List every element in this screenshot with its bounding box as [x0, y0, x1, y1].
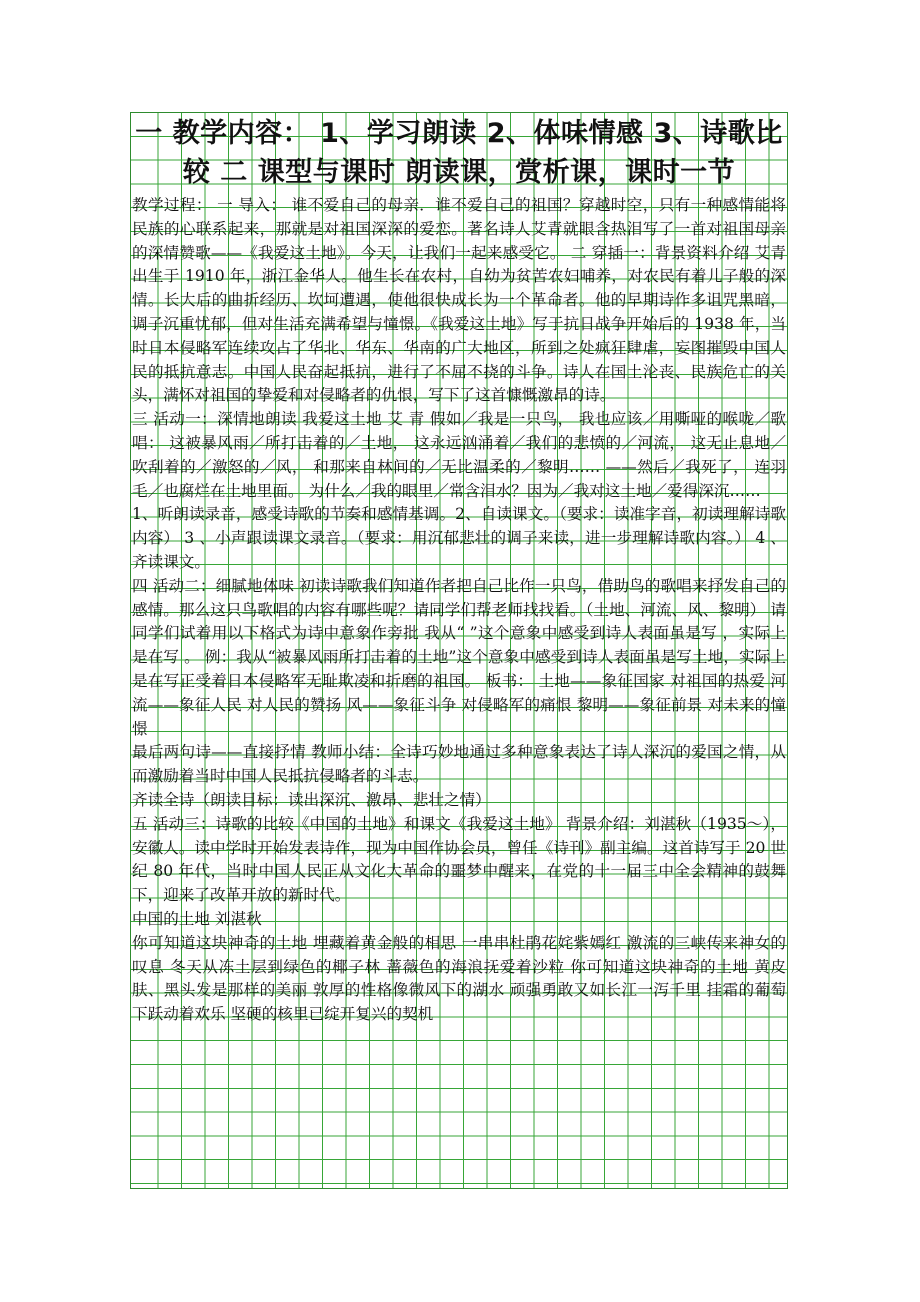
- paragraph-activity-one-reading: 三 活动一：深情地朗读 我爱这土地 艾 青 假如／我是一只鸟， 我也应该／用嘶哑的喉咙／歌唱： 这被暴风雨／所打击着的／土地， 这永远汹涌着／我们的悲愤的／河流， 这无止息地／吹刮着的／激怒的／风， 和那来自林间的／无比温柔的／黎明…… ——然后／我死了， 连羽毛／也腐烂在土地里面。 为什么／我的眼里／常含泪水？因为／我对这土地／爱得深沉……: [132, 410, 786, 500]
- paragraph-poem-text: 你可知道这块神奇的土地 埋藏着黄金般的相思 一串串杜鹃花姹紫嫣红 激流的三峡传来神女的叹息 冬天从冻土层到绿色的椰子林 蔷薇色的海浪抚爱着沙粒 你可知道这块神奇的土地 黄皮肤、黑头发是那样的美丽 敦厚的性格像微风下的湖水 顽强勇敢又如长江一泻千里 挂霜的葡萄下跃动着欢乐 坚硬的核里已绽开复兴的契机: [132, 933, 786, 1024]
- paragraph-activity-two: 四 活动二：细腻地体味 初读诗歌我们知道作者把自己比作一只鸟，借助鸟的歌唱来抒发自己的感情。那么这只鸟歌唱的内容有哪些呢？请同学们帮老师找找看。（土地、河流、风、黎明） 请同学们试着用以下格式为诗中意象作旁批 我从“ ”这个意象中感受到诗人表面虽是写 ，实际上是在写 。 例：我从“被暴风雨所打击着的土地”这个意象中感受到诗人表面虽是写土地，实际上是在写正受着日本侵略军无耻欺凌和折磨的祖国。 板书： 土地——象征国家 对祖国的热爱 河流——象征人民 对人民的赞扬 风——象征斗争 对侵略军的痛恨 黎明——象征前景 对未来的憧憬: [132, 576, 786, 738]
- paragraph-read-together: 齐读全诗（朗读目标：读出深沉、激昂、悲壮之情）: [132, 790, 491, 809]
- paragraph-poem-title: 中国的土地 刘湛秋: [132, 909, 262, 928]
- paragraph-reading-steps: 1、听朗读录音，感受诗歌的节奏和感情基调。2、自读课文。（要求：读准字音，初读理解诗歌内容） 3 、小声跟读课文录音。（要求：用沉郁悲壮的调子来读，进一步理解诗歌内容。） 4 、齐读课文。: [132, 505, 786, 571]
- paragraph-teaching-process: 教学过程： 一 导入： 谁不爱自己的母亲．谁不爱自己的祖国？穿越时空，只有一种感情能将民族的心联系起来，那就是对祖国深深的爱恋。著名诗人艾青就眼含热泪写了一首对祖国母亲的深情赞歌——《我爱这土地》。今天，让我们一起来感受它。 二 穿插一：背景资料介绍 艾青出生于 1910 年，浙江金华人。他生长在农村，自幼为贫苦农妇哺养，对农民有着儿子般的深情。长大后的曲折经历、坎坷遭遇，使他很快成长为一个革命者。他的早期诗作多诅咒黑暗，调子沉重忧郁，但对生活充满希望与憧憬。《我爱这土地》写于抗日战争开始后的 1938 年，当时日本侵略军连续攻占了华北、华东、华南的广大地区，所到之处疯狂肆虐，妄图摧毁中国人民的抵抗意志。中国人民奋起抵抗，进行了不屈不挠的斗争。诗人在国土沦丧、民族危亡的关头，满怀对祖国的挚爱和对侵略者的仇恨，写下了这首慷慨激昂的诗。: [132, 196, 786, 405]
- lesson-title: 一 教学内容： 1、学习朗读 2、体味情感 3、诗歌比较 二 课型与课时 朗读课，赏析课，课时一节: [135, 118, 783, 188]
- document-page: [130, 112, 788, 1189]
- paragraph-teacher-summary: 最后两句诗——直接抒情 教师小结：全诗巧妙地通过多种意象表达了诗人深沉的爱国之情，从而激励着当时中国人民抵抗侵略者的斗志。: [132, 743, 786, 786]
- paragraph-activity-three: 五 活动三：诗歌的比较《中国的土地》和课文《我爱这土地》 背景介绍：刘湛秋（1935～），安徽人。读中学时开始发表诗作，现为中国作协会员，曾任《诗刊》副主编。这首诗写于 20 世纪 80 年代，当时中国人民正从文化大革命的噩梦中醒来，在党的十一届三中全会精神的鼓舞下，迎来了改革开放的新时代。: [132, 814, 786, 905]
- lesson-body: [132, 194, 786, 1027]
